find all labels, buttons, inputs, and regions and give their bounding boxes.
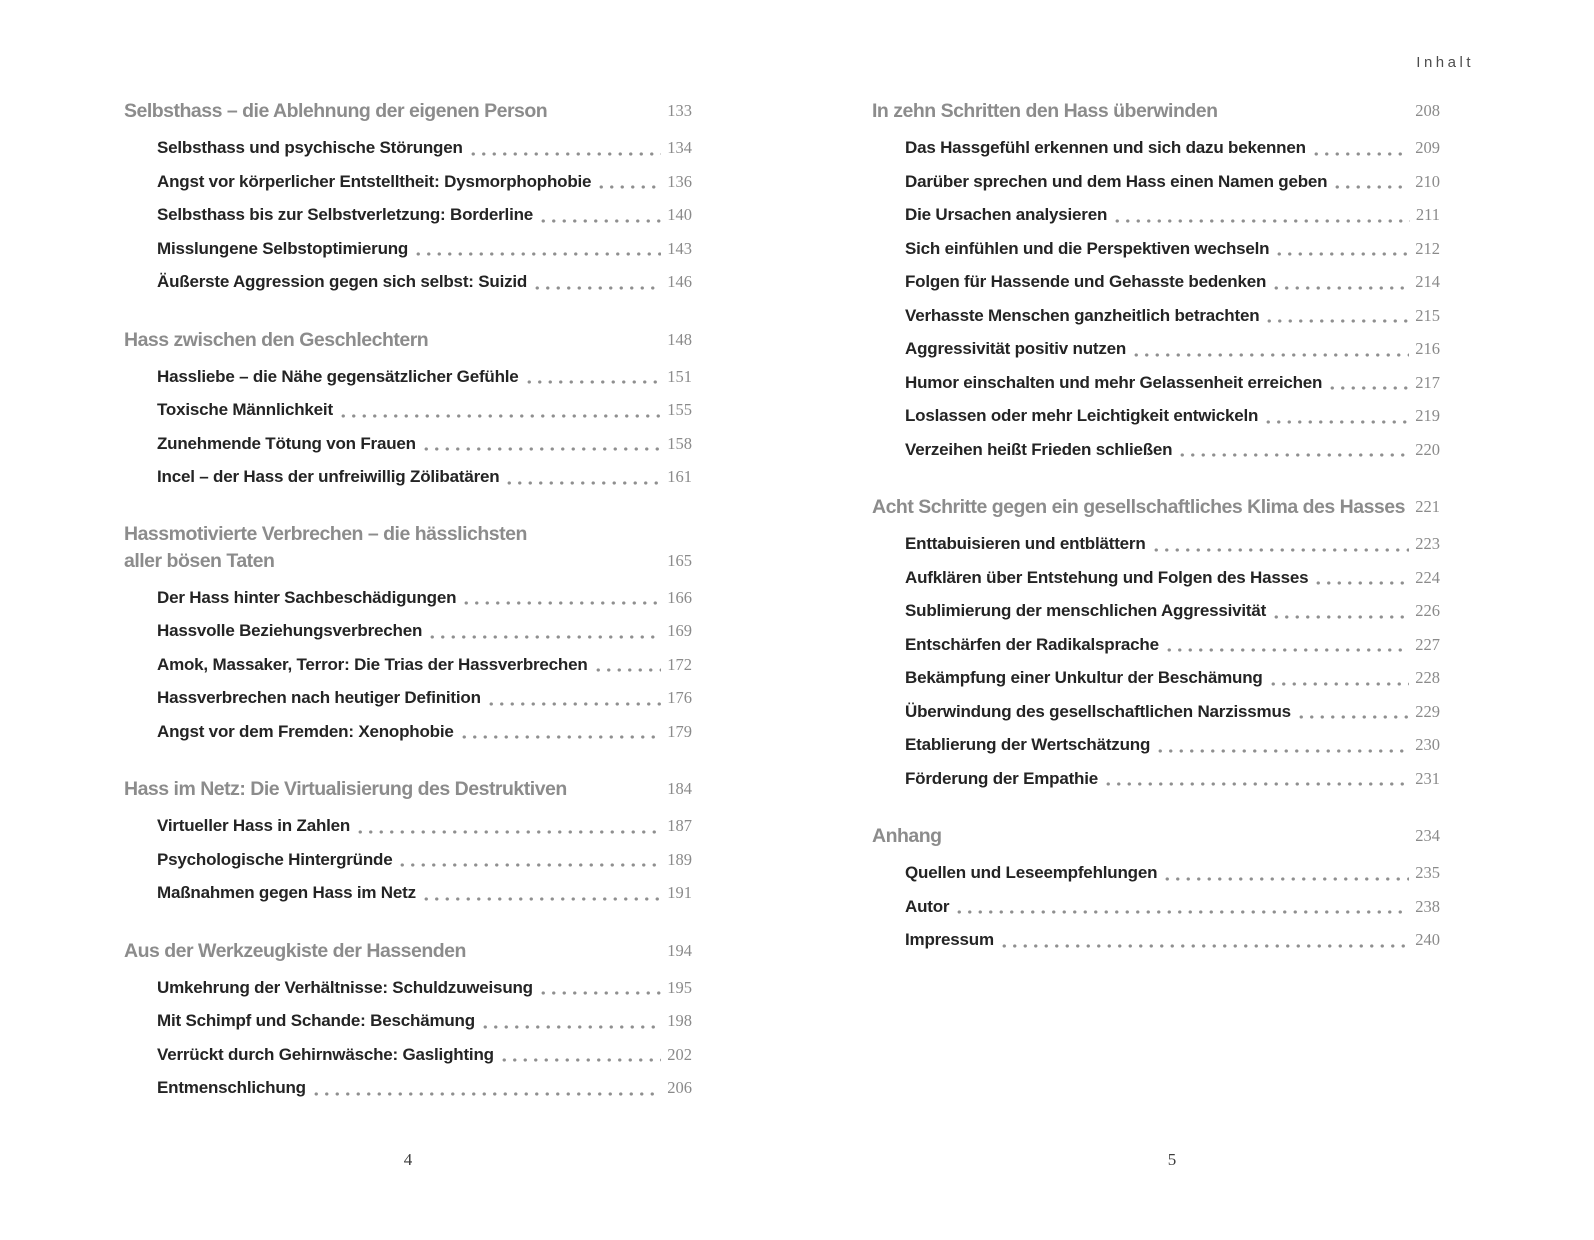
entry-label: Darüber sprechen und dem Hass einen Namen geben xyxy=(905,171,1328,191)
entry-label: Entmenschlichung xyxy=(157,1078,306,1097)
section-heading xyxy=(124,775,692,803)
dot-leader xyxy=(1103,782,1409,786)
dot-leader xyxy=(1271,286,1409,290)
entry-page-number: 202 xyxy=(667,1044,692,1064)
toc-entry xyxy=(905,890,1440,924)
entry-label: Etablierung der Wertschätzung xyxy=(905,735,1151,754)
section-heading xyxy=(872,97,1440,125)
dot-leader xyxy=(486,702,661,706)
dot-leader xyxy=(999,944,1409,948)
section-page-number: 165 xyxy=(667,550,692,570)
toc-entry xyxy=(905,923,1440,957)
entry-label: Zunehmende Tötung von Frauen xyxy=(157,433,416,453)
entry-page-number: 212 xyxy=(1415,238,1440,258)
entry-label: Impressum xyxy=(905,930,994,949)
section-heading xyxy=(872,822,1440,850)
toc-entry xyxy=(157,360,692,394)
dot-leader xyxy=(1313,581,1409,585)
entry-page-number: 227 xyxy=(1415,634,1440,654)
entry-label: Umkehrung der Verhältnisse: Schuldzuweisung xyxy=(157,977,533,997)
dot-leader xyxy=(1177,453,1409,457)
running-header: Inhalt xyxy=(1416,54,1474,71)
dot-leader xyxy=(499,1058,661,1062)
entry-label: Verzeihen heißt Frieden schließen xyxy=(905,439,1173,459)
dot-leader xyxy=(1151,548,1410,552)
entry-page-number: 210 xyxy=(1415,171,1440,191)
section-page-number: 234 xyxy=(1415,826,1440,845)
toc-entry xyxy=(157,876,692,910)
dot-leader xyxy=(468,152,662,156)
entry-label: Sublimierung der menschlichen Aggressivität xyxy=(905,601,1267,620)
section-title: Aus der Werkzeugkiste der Hassenden xyxy=(124,939,466,962)
entry-page-number: 187 xyxy=(667,816,692,835)
toc-entry xyxy=(157,1071,692,1105)
toc-entry xyxy=(157,393,692,427)
toc-entry xyxy=(905,856,1440,890)
entry-page-number: 146 xyxy=(667,272,692,291)
entry-page-number: 209 xyxy=(1415,138,1440,157)
entry-page-number: 143 xyxy=(667,238,692,258)
entry-page-number: 219 xyxy=(1415,406,1440,425)
section-heading xyxy=(124,97,692,125)
entry-label: Bekämpfung einer Unkultur der Beschämung xyxy=(905,668,1263,687)
entry-label: Incel – der Hass der unfreiwillig Zölibatären xyxy=(157,467,500,486)
dot-leader xyxy=(397,863,661,867)
toc-entry xyxy=(905,661,1440,695)
section-heading xyxy=(124,521,692,575)
toc-entry xyxy=(905,399,1440,433)
entry-label: Hassvolle Beziehungsverbrechen xyxy=(157,621,423,640)
dot-leader xyxy=(1155,749,1409,753)
toc-entry xyxy=(157,715,692,749)
section-title: Hass im Netz: Die Virtualisierung des Destruktiven xyxy=(124,778,567,800)
section-page-number: 184 xyxy=(667,779,692,798)
toc-entry xyxy=(157,427,692,461)
section-page-number: 221 xyxy=(1415,497,1440,516)
sections xyxy=(124,97,692,1105)
entry-page-number: 169 xyxy=(667,621,692,640)
entry-page-number: 191 xyxy=(667,883,692,902)
entry-label: Virtueller Hass in Zahlen xyxy=(157,816,351,835)
entry-page-number: 189 xyxy=(667,849,692,869)
dot-leader xyxy=(1263,420,1409,424)
section-title: Selbsthass – die Ablehnung der eigenen Person xyxy=(124,100,548,122)
entry-page-number: 211 xyxy=(1415,205,1440,224)
entry-label: Loslassen oder mehr Leichtigkeit entwickeln xyxy=(905,406,1259,425)
dot-leader xyxy=(532,286,661,290)
entry-label: Verhasste Menschen ganzheitlich betrachten xyxy=(905,305,1260,325)
entry-page-number: 206 xyxy=(667,1078,692,1097)
toc-entry xyxy=(905,561,1440,595)
toc-entry xyxy=(157,131,692,165)
dot-leader xyxy=(459,735,662,739)
dot-leader xyxy=(413,252,661,256)
entry-page-number: 229 xyxy=(1415,701,1440,721)
section-page-number: 133 xyxy=(667,101,692,120)
entry-page-number: 198 xyxy=(667,1011,692,1030)
toc-section xyxy=(124,521,692,749)
dot-leader xyxy=(421,897,661,901)
dot-leader xyxy=(1327,386,1409,390)
entry-page-number: 214 xyxy=(1415,272,1440,291)
section-heading xyxy=(124,326,692,354)
dot-leader xyxy=(1296,715,1409,719)
entry-label: Angst vor körperlicher Entstelltheit: Dysmorphophobie xyxy=(157,171,592,191)
toc-entry xyxy=(905,131,1440,165)
entry-label: Toxische Männlichkeit xyxy=(157,400,333,419)
entry-page-number: 155 xyxy=(667,400,692,419)
entry-page-number: 134 xyxy=(667,138,692,157)
page-folio: 4 xyxy=(403,1150,413,1169)
dot-leader xyxy=(1274,252,1409,256)
entry-page-number: 240 xyxy=(1415,930,1440,949)
toc-entry xyxy=(157,165,692,199)
entry-page-number: 151 xyxy=(667,366,692,386)
toc-entry xyxy=(905,594,1440,628)
toc-entry xyxy=(157,460,692,494)
dot-leader xyxy=(954,910,1409,914)
entry-label: Amok, Massaker, Terror: Die Trias der Hassverbrechen xyxy=(157,654,588,674)
entry-page-number: 230 xyxy=(1415,735,1440,754)
toc-section xyxy=(124,97,692,299)
entry-label: Enttabuisieren und entblättern xyxy=(905,534,1146,553)
dot-leader xyxy=(1311,152,1409,156)
entry-label: Förderung der Empathie xyxy=(905,768,1099,788)
toc-entry xyxy=(905,232,1440,266)
dot-leader xyxy=(338,414,661,418)
dot-leader xyxy=(596,185,661,189)
entry-label: Selbsthass und psychische Störungen xyxy=(157,138,463,157)
entry-page-number: 136 xyxy=(667,171,692,191)
dot-leader xyxy=(421,447,661,451)
dot-leader xyxy=(1332,185,1409,189)
entry-label: Misslungene Selbstoptimierung xyxy=(157,238,409,258)
entry-label: Hassliebe – die Nähe gegensätzlicher Gefühle xyxy=(157,366,519,386)
toc-section xyxy=(872,493,1440,795)
toc-entry xyxy=(157,614,692,648)
dot-leader xyxy=(593,668,662,672)
entry-label: Autor xyxy=(905,896,950,916)
entry-label: Mit Schimpf und Schande: Beschämung xyxy=(157,1011,475,1030)
toc-entry xyxy=(157,232,692,266)
entry-page-number: 228 xyxy=(1415,668,1440,687)
entry-page-number: 195 xyxy=(667,977,692,997)
entry-page-number: 172 xyxy=(667,654,692,674)
toc-entry xyxy=(905,762,1440,796)
right-page xyxy=(872,97,1440,957)
dot-leader xyxy=(1112,219,1410,223)
page-folio: 5 xyxy=(1167,1150,1177,1169)
section-page-number: 148 xyxy=(667,329,692,349)
toc-entry xyxy=(905,332,1440,366)
entry-label: Angst vor dem Fremden: Xenophobie xyxy=(157,721,454,741)
toc-entry xyxy=(157,843,692,877)
toc-section xyxy=(124,937,692,1105)
section-title: Acht Schritte gegen ein gesellschaftliches Klima des Hasses xyxy=(872,496,1405,518)
entry-label: Die Ursachen analysieren xyxy=(905,205,1108,224)
dot-leader xyxy=(355,830,661,834)
entry-label: Selbsthass bis zur Selbstverletzung: Borderline xyxy=(157,205,534,224)
toc-entry xyxy=(905,728,1440,762)
dot-leader xyxy=(1264,319,1409,323)
dot-leader xyxy=(1271,615,1409,619)
entry-label: Der Hass hinter Sachbeschädigungen xyxy=(157,587,457,607)
section-title: Anhang xyxy=(872,825,942,847)
dot-leader xyxy=(524,380,662,384)
dot-leader xyxy=(1164,648,1409,652)
entry-page-number: 216 xyxy=(1415,339,1440,358)
entry-label: Aufklären über Entstehung und Folgen des Hasses xyxy=(905,567,1309,587)
toc-entry xyxy=(905,198,1440,232)
toc-entry xyxy=(905,165,1440,199)
entry-page-number: 140 xyxy=(667,205,692,224)
toc-entry xyxy=(905,527,1440,561)
entry-label: Überwindung des gesellschaftlichen Narzissmus xyxy=(905,701,1291,721)
dot-leader xyxy=(538,991,661,995)
entry-page-number: 220 xyxy=(1415,439,1440,459)
toc-section xyxy=(124,326,692,494)
toc-entry xyxy=(157,971,692,1005)
entry-page-number: 215 xyxy=(1415,305,1440,325)
entry-page-number: 161 xyxy=(667,467,692,486)
toc-entry xyxy=(157,809,692,843)
toc-entry xyxy=(157,1004,692,1038)
section-heading xyxy=(124,937,692,965)
dot-leader xyxy=(538,219,661,223)
entry-label: Aggressivität positiv nutzen xyxy=(905,339,1127,358)
toc-entry xyxy=(905,433,1440,467)
section-page-number: 194 xyxy=(667,940,692,960)
dot-leader xyxy=(1162,877,1409,881)
toc-entry xyxy=(905,366,1440,400)
toc-section xyxy=(872,822,1440,957)
dot-leader xyxy=(461,601,661,605)
sections xyxy=(872,97,1440,957)
dot-leader xyxy=(427,635,661,639)
entry-label: Quellen und Leseempfehlungen xyxy=(905,863,1158,882)
toc-section xyxy=(872,97,1440,466)
toc-entry xyxy=(157,648,692,682)
dot-leader xyxy=(311,1092,661,1096)
dot-leader xyxy=(480,1025,661,1029)
entry-label: Psychologische Hintergründe xyxy=(157,849,393,869)
entry-page-number: 217 xyxy=(1415,372,1440,392)
left-page xyxy=(124,97,692,1105)
entry-label: Das Hassgefühl erkennen und sich dazu bekennen xyxy=(905,138,1306,157)
dot-leader xyxy=(1131,353,1409,357)
entry-label: Sich einfühlen und die Perspektiven wechseln xyxy=(905,238,1270,258)
entry-page-number: 166 xyxy=(667,587,692,607)
entry-page-number: 223 xyxy=(1415,534,1440,553)
section-title: In zehn Schritten den Hass überwinden xyxy=(872,100,1218,122)
entry-page-number: 224 xyxy=(1415,567,1440,587)
toc-section xyxy=(124,775,692,910)
toc-entry xyxy=(157,1038,692,1072)
dot-leader xyxy=(504,481,661,485)
toc-entry xyxy=(157,265,692,299)
toc-entry xyxy=(157,198,692,232)
section-page-number: 208 xyxy=(1415,101,1440,120)
entry-page-number: 238 xyxy=(1415,896,1440,916)
entry-page-number: 176 xyxy=(667,688,692,707)
toc-entry xyxy=(905,265,1440,299)
section-title: Hassmotivierte Verbrechen – die hässlichsten aller bösen Taten xyxy=(124,522,527,572)
toc-entry xyxy=(157,681,692,715)
entry-page-number: 231 xyxy=(1415,768,1440,788)
toc-entry xyxy=(905,299,1440,333)
entry-label: Verrückt durch Gehirnwäsche: Gaslighting xyxy=(157,1044,494,1064)
entry-label: Humor einschalten und mehr Gelassenheit erreichen xyxy=(905,372,1323,392)
entry-label: Entschärfen der Radikalsprache xyxy=(905,634,1159,654)
entry-page-number: 179 xyxy=(667,721,692,741)
toc-entry xyxy=(157,581,692,615)
entry-label: Folgen für Hassende und Gehasste bedenken xyxy=(905,272,1267,291)
entry-page-number: 226 xyxy=(1415,601,1440,620)
entry-label: Maßnahmen gegen Hass im Netz xyxy=(157,883,416,902)
dot-leader xyxy=(1268,682,1410,686)
entry-label: Hassverbrechen nach heutiger Definition xyxy=(157,688,481,707)
entry-label: Äußerste Aggression gegen sich selbst: Suizid xyxy=(157,272,528,291)
toc-entry xyxy=(905,628,1440,662)
section-heading xyxy=(872,493,1440,521)
entry-page-number: 235 xyxy=(1415,863,1440,882)
entry-page-number: 158 xyxy=(667,433,692,453)
toc-entry xyxy=(905,695,1440,729)
section-title: Hass zwischen den Geschlechtern xyxy=(124,328,429,351)
